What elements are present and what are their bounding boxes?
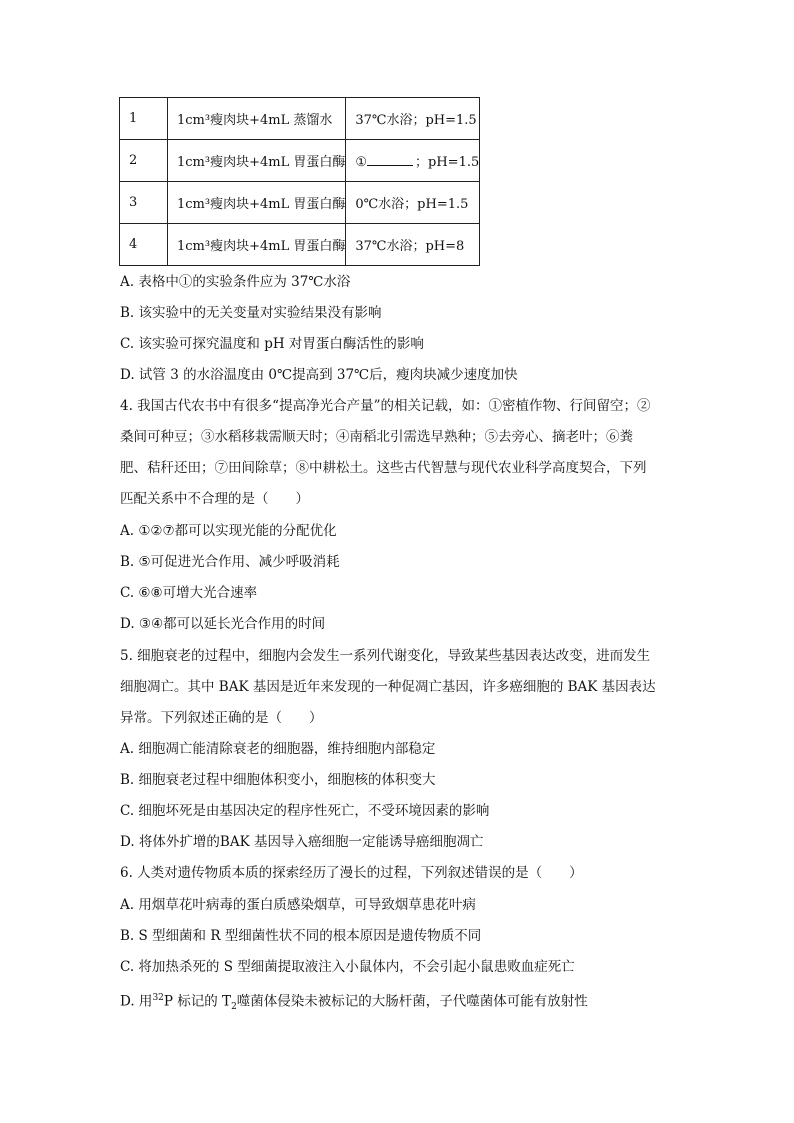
q6-option-b: B. S 型细菌和 R 型细菌性状不同的根本原因是遗传物质不同	[120, 928, 482, 944]
tube-number: 1	[120, 98, 168, 140]
q3-option-a: A. 表格中①的实验条件应为 37℃水浴	[120, 274, 351, 290]
q6-option-a: A. 用烟草花叶病毒的蛋白质感染烟草，可导致烟草患花叶病	[120, 897, 476, 913]
q5-stem-line: 细胞凋亡。其中 BAK 基因是近年来发现的一种促凋亡基因，许多癌细胞的 BAK 基因表达	[120, 679, 656, 695]
q5-option-c: C. 细胞坏死是由基因决定的程序性死亡，不受环境因素的影响	[120, 803, 490, 819]
fill-in-blank	[367, 153, 413, 166]
q6-d-middle: P 标记的 T	[163, 993, 232, 1010]
q6-d-prefix: D. 用	[120, 993, 153, 1010]
q4-option-a: A. ①②⑦都可以实现光能的分配优化	[120, 523, 337, 539]
table-row	[120, 182, 480, 224]
q4-stem-line: 肥、秸秆还田；⑦田间除草；⑧中耕松土。这些古代智慧与现代农业科学高度契合，下列	[120, 460, 647, 476]
table-row	[120, 98, 480, 140]
q4-stem	[120, 391, 650, 515]
q4-stem-line: 匹配关系中不合理的是（ ）	[120, 491, 309, 507]
q5-stem-line: 异常。下列叙述正确的是（ ）	[120, 710, 323, 726]
q6-option-d	[120, 983, 588, 1023]
q4-option-b: B. ⑤可促进光合作用、减少呼吸消耗	[120, 554, 340, 570]
tube-material: 1cm³瘦肉块+4mL 蒸馏水	[168, 98, 346, 140]
q4-option-c: C. ⑥⑧可增大光合速率	[120, 585, 258, 601]
q5-option-a: A. 细胞凋亡能清除衰老的细胞器，维持细胞内部稳定	[120, 741, 436, 757]
isotope-mass-number: 32	[152, 993, 164, 1003]
q3-option-b: B. 该实验中的无关变量对实验结果没有影响	[120, 305, 382, 321]
tube-number: 2	[120, 140, 168, 182]
q5-stem-line: 5. 细胞衰老的过程中，细胞内会发生一系列代谢变化，导致某些基因表达改变，进而发生	[120, 648, 651, 664]
q5-stem	[120, 641, 656, 734]
tube-condition: 37℃水浴；pH=8	[346, 224, 480, 266]
tube-condition: 0℃水浴；pH=1.5	[346, 182, 480, 224]
q4-option-d: D. ③④都可以延长光合作用的时间	[120, 616, 326, 632]
q5-option-d: D. 将体外扩增的BAK 基因导入癌细胞一定能诱导癌细胞凋亡	[120, 834, 484, 850]
phage-subscript: 2	[231, 1002, 237, 1013]
tube-condition: 37℃水浴；pH=1.5	[346, 98, 480, 140]
table-row	[120, 224, 480, 266]
tube-condition	[346, 140, 480, 182]
table-row	[120, 140, 480, 182]
tube-number: 4	[120, 224, 168, 266]
q4-stem-line: 桑间可种豆；③水稻移栽需顺天时；④南稻北引需选早熟种；⑤去旁心、摘老叶；⑥粪	[120, 429, 633, 445]
q6-stem: 6. 人类对遗传物质本质的探索经历了漫长的过程，下列叙述错误的是（ ）	[120, 865, 583, 881]
tube-material: 1cm³瘦肉块+4mL 胃蛋白酶	[168, 182, 346, 224]
tube-number: 3	[120, 182, 168, 224]
q6-d-suffix: 噬菌体侵染未被标记的大肠杆菌，子代噬菌体可能有放射性	[236, 993, 588, 1010]
q5-option-b: B. 细胞衰老过程中细胞体积变小，细胞核的体积变大	[120, 772, 436, 788]
experiment-table	[119, 97, 480, 266]
q4-stem-line: 4. 我国古代农书中有很多“提高净光合产量”的相关记载，如：①密植作物、行间留空；②	[120, 398, 651, 414]
condition-rest: ；pH=1.5	[415, 155, 480, 170]
tube-material: 1cm³瘦肉块+4mL 胃蛋白酶	[168, 140, 346, 182]
q3-option-d: D. 试管 3 的水浴温度由 0℃提高到 37℃后，瘦肉块减少速度加快	[120, 367, 518, 383]
tube-material: 1cm³瘦肉块+4mL 胃蛋白酶	[168, 224, 346, 266]
q3-option-c: C. 该实验可探究温度和 pH 对胃蛋白酶活性的影响	[120, 336, 424, 352]
q6-option-c: C. 将加热杀死的 S 型细菌提取液注入小鼠体内，不会引起小鼠患败血症死亡	[120, 959, 575, 975]
blank-marker: ①	[355, 155, 368, 170]
